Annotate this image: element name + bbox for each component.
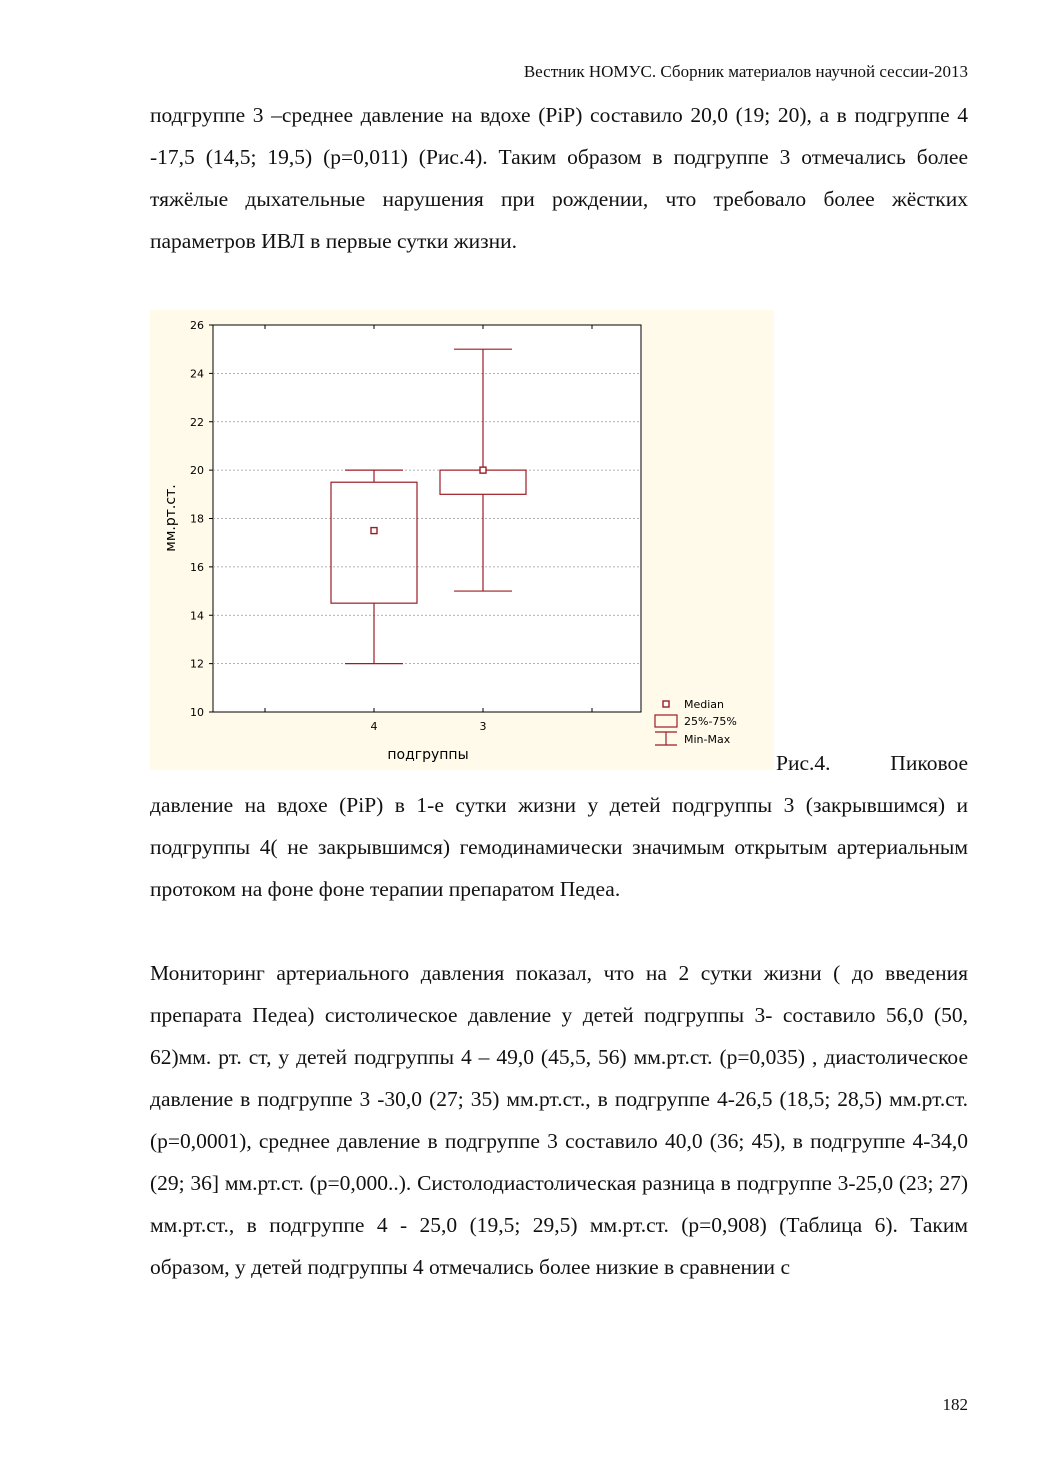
legend-minmax-label: Min-Max	[684, 733, 731, 746]
median-marker	[480, 467, 486, 473]
y-tick-label: 22	[190, 415, 204, 429]
paragraph-2: Мониторинг артериального давления показал, что на 2 сутки жизни ( до введения препарата Педеа) систолическое давление у детей подгруппы 3- составило 56,0 (50, 62)мм. рт. ст, у детей подгруппы 4 – 49,0 (45,5, 56) мм.рт.ст. (р=0,035) , диастолическое давление в подгруппе 3 -30,0 (27; 35) мм.рт.ст., в подгруппе 4-26,5 (18,5; 28,5) мм.рт.ст. (р=0,0001), среднее давление в подгруппе 3 составило 40,0 (36; 45), в подгруппе 4-34,0 (29; 36] мм.рт.ст. (р=0,000..). Систолодиастолическая разница в подгруппе 3-25,0 (23; 27) мм.рт.ст., в подгруппе 4 - 25,0 (19,5; 29,5) мм.рт.ст. (р=0,908) (Таблица 6). Таким образом, у детей подгруппы 4 отмечались более низкие в сравнении с	[150, 961, 968, 1279]
y-tick-label: 18	[190, 512, 204, 526]
page-number: 182	[942, 1395, 968, 1414]
median-marker	[371, 528, 377, 534]
y-tick-label: 16	[190, 560, 204, 574]
y-tick-label: 26	[190, 319, 204, 332]
figure-4-chart	[150, 310, 774, 770]
x-tick-label: 4	[370, 720, 378, 733]
legend-median-label: Median	[684, 698, 725, 711]
y-tick-label: 14	[190, 609, 204, 623]
running-header: Вестник НОМУС. Сборник материалов научной сессии-2013	[523, 62, 968, 81]
boxplot-svg	[150, 310, 774, 770]
legend-box-symbol	[655, 715, 677, 727]
figure-caption-start: Рис.4. Пиковое	[776, 751, 968, 775]
x-tick-label: 3	[479, 720, 487, 733]
figure-caption: давление на вдохе (PiP) в 1-е сутки жизни у детей подгруппы 3 (закрывшимся) и подгруппы 4( не закрывшимся) гемодинамически значимым открытым артериальным протоком на фоне фоне терапии препаратом Педеа.	[150, 793, 968, 901]
y-axis-label: мм.рт.ст.	[163, 484, 179, 552]
y-tick-label: 12	[190, 657, 204, 671]
y-tick-label: 24	[190, 367, 204, 381]
y-tick-label: 20	[190, 464, 204, 478]
x-axis-label: подгруппы	[387, 747, 469, 763]
y-tick-label: 10	[190, 706, 204, 719]
legend-median-symbol	[663, 701, 669, 707]
paragraph-1: подгруппе 3 –среднее давление на вдохе (PiP) составило 20,0 (19; 20), а в подгруппе 4 -17,5 (14,5; 19,5) (р=0,011) (Рис.4). Таким образом в подгруппе 3 отмечались более тяжёлые дыхательные нарушения при рождении, что требовало более жёстких параметров ИВЛ в первые сутки жизни.	[150, 103, 968, 253]
legend-box-label: 25%-75%	[684, 715, 737, 728]
